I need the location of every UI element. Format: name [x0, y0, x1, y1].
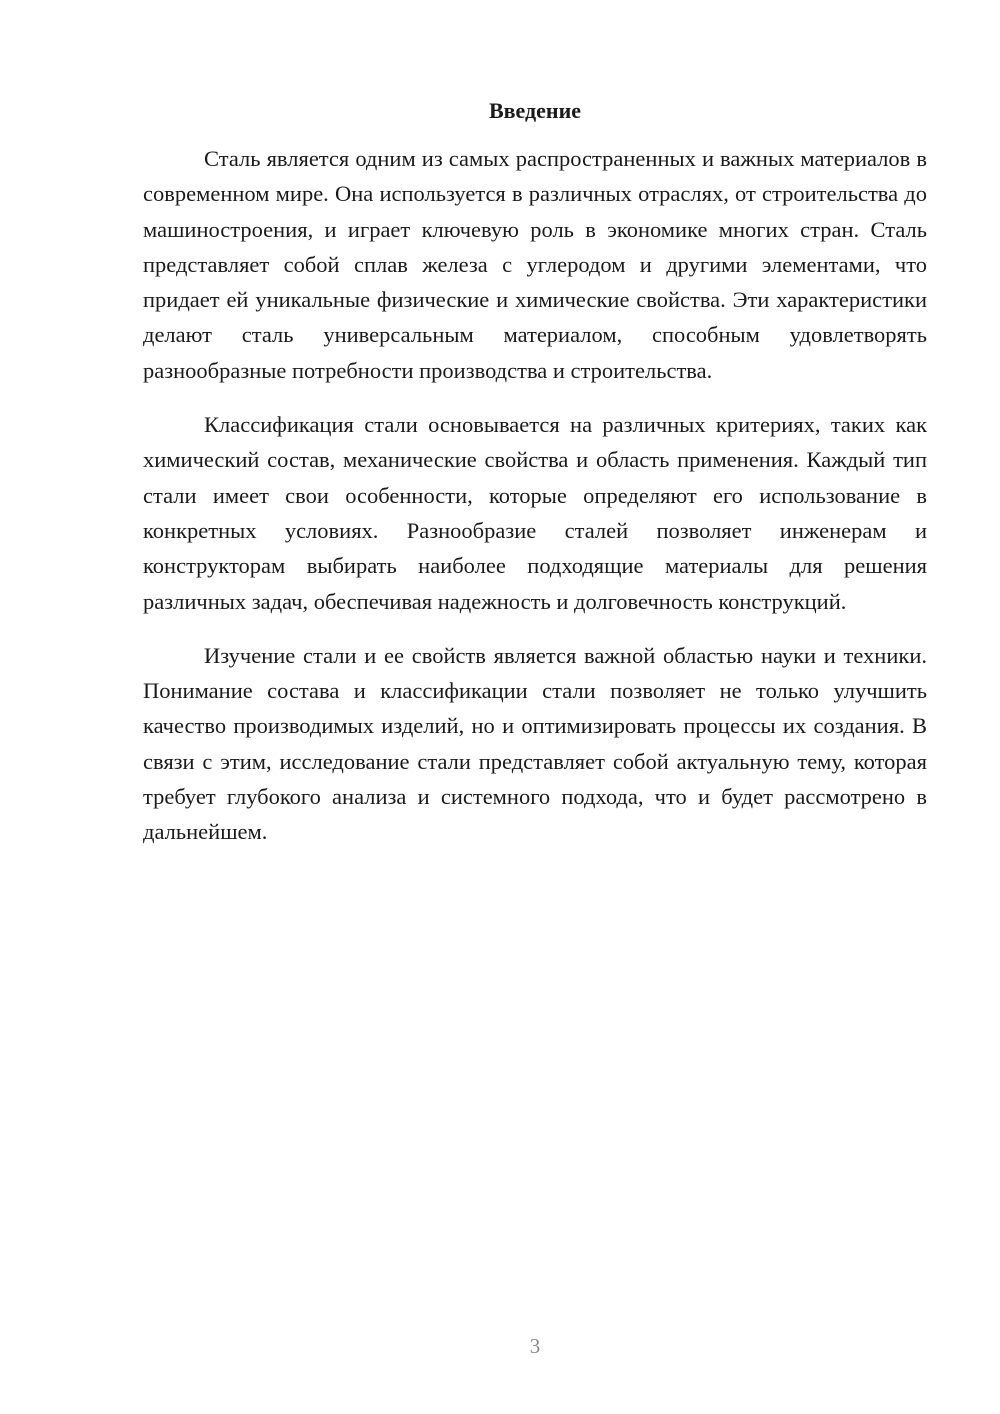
- paragraph-1: Сталь является одним из самых распространенных и важных материалов в современном мире. Она используется в различных отраслях, от строительства до машиностроения, и играет ключевую роль в экономике многих стран. Сталь представляет собой сплав железа с углеродом и другими элементами, что придает ей уникальные физические и химические свойства. Эти характеристики делают сталь универсальным материалом, способным удовлетворять разнообразные потребности производства и строительства.: [143, 146, 927, 383]
- body-text: [143, 141, 927, 869]
- page-number: 3: [529, 1334, 541, 1358]
- paragraph-3: Изучение стали и ее свойств является важной областью науки и техники. Понимание состава и классификации стали позволяет не только улучшить качество производимых изделий, но и оптимизировать процессы их создания. В связи с этим, исследование стали представляет собой актуальную тему, которая требует глубокого анализа и системного подхода, что и будет рассмотрено в дальнейшем.: [143, 642, 927, 845]
- paragraph-2: Классификация стали основывается на различных критериях, таких как химический состав, механические свойства и область применения. Каждый тип стали имеет свои особенности, которые определяют его использование в конкретных условиях. Разнообразие сталей позволяет инженерам и конструкторам выбирать наиболее подходящие материалы для решения различных задач, обеспечивая надежность и долговечность конструкций.: [143, 412, 927, 614]
- section-heading: Введение: [488, 98, 582, 123]
